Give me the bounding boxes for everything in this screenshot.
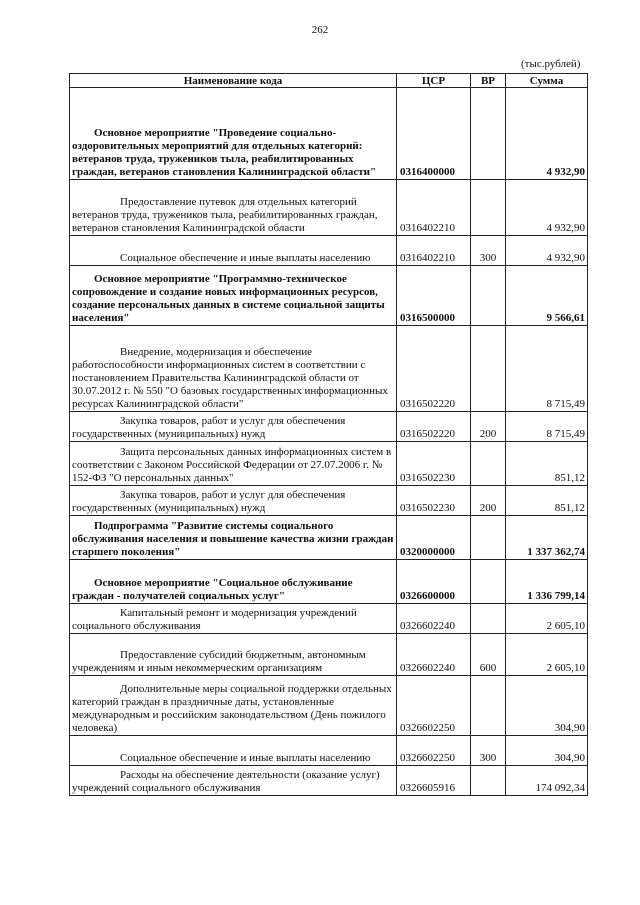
row-name: Предоставление путевок для отдельных категорий ветеранов труда, тружеников тыла, реабилитированных граждан, ветеранов становления Калининградской области xyxy=(70,180,397,236)
table-row xyxy=(70,560,588,604)
row-csr: 0316402210 xyxy=(397,236,471,266)
header-sum: Сумма xyxy=(506,74,588,88)
row-csr: 0316500000 xyxy=(397,266,471,326)
row-csr: 0316502230 xyxy=(397,486,471,516)
row-name: Социальное обеспечение и иные выплаты населению xyxy=(70,736,397,766)
row-csr: 0326605916 xyxy=(397,766,471,796)
table-row xyxy=(70,180,588,236)
row-vr: 200 xyxy=(471,412,506,442)
row-vr xyxy=(471,766,506,796)
header-csr: ЦСР xyxy=(397,74,471,88)
row-vr xyxy=(471,560,506,604)
row-sum: 9 566,61 xyxy=(506,266,588,326)
row-sum: 2 605,10 xyxy=(506,604,588,634)
row-name: Дополнительные меры социальной поддержки отдельных категорий граждан в праздничные даты, установленные международным и российским законодательством (День пожилого человека) xyxy=(70,676,397,736)
table-row xyxy=(70,736,588,766)
row-sum: 304,90 xyxy=(506,676,588,736)
table-row xyxy=(70,412,588,442)
row-sum: 4 932,90 xyxy=(506,180,588,236)
row-vr: 200 xyxy=(471,486,506,516)
row-csr: 0326602240 xyxy=(397,604,471,634)
table-row xyxy=(70,604,588,634)
row-name: Защита персональных данных информационных систем в соответствии с Законом Российской Федерации от 27.07.2006 г. № 152-ФЗ "О персональных данных" xyxy=(70,442,397,486)
row-name: Основное мероприятие "Проведение социально-оздоровительных мероприятий для отдельных категорий: ветеранов труда, тружеников тыла, реабилитированных граждан, ветеранов становления Калининградской области" xyxy=(70,88,397,180)
row-name: Основное мероприятие "Социальное обслуживание граждан - получателей социальных услуг" xyxy=(70,560,397,604)
row-sum: 851,12 xyxy=(506,442,588,486)
row-name: Предоставление субсидий бюджетным, автономным учреждениям и иным некоммерческим организациям xyxy=(70,634,397,676)
row-sum: 1 336 799,14 xyxy=(506,560,588,604)
row-csr: 0316502220 xyxy=(397,326,471,412)
row-vr xyxy=(471,326,506,412)
row-sum: 851,12 xyxy=(506,486,588,516)
row-name: Капитальный ремонт и модернизация учреждений социального обслуживания xyxy=(70,604,397,634)
table-row xyxy=(70,236,588,266)
row-csr: 0326602250 xyxy=(397,676,471,736)
table-row xyxy=(70,766,588,796)
row-sum: 8 715,49 xyxy=(506,326,588,412)
row-sum: 1 337 362,74 xyxy=(506,516,588,560)
row-name: Расходы на обеспечение деятельности (оказание услуг) учреждений социального обслуживания xyxy=(70,766,397,796)
table-row xyxy=(70,486,588,516)
row-name: Закупка товаров, работ и услуг для обеспечения государственных (муниципальных) нужд xyxy=(70,486,397,516)
table-row xyxy=(70,676,588,736)
row-sum: 8 715,49 xyxy=(506,412,588,442)
row-csr: 0326600000 xyxy=(397,560,471,604)
row-vr xyxy=(471,676,506,736)
row-csr: 0320000000 xyxy=(397,516,471,560)
row-sum: 2 605,10 xyxy=(506,634,588,676)
row-name: Внедрение, модернизация и обеспечение работоспособности информационных систем в соответствии с постановлением Правительства Калининградской области от 30.07.2012 г. № 550 "О базовых государственных информационных ресурсах Калининградской области" xyxy=(70,326,397,412)
row-name: Подпрограмма "Развитие системы социального обслуживания населения и повышение качества жизни граждан старшего поколения" xyxy=(70,516,397,560)
table-row xyxy=(70,442,588,486)
row-vr: 600 xyxy=(471,634,506,676)
row-vr: 300 xyxy=(471,236,506,266)
table-row xyxy=(70,634,588,676)
row-vr: 300 xyxy=(471,736,506,766)
row-vr xyxy=(471,88,506,180)
table-header-row xyxy=(70,74,588,88)
row-sum: 4 932,90 xyxy=(506,236,588,266)
row-vr xyxy=(471,180,506,236)
table-row xyxy=(70,516,588,560)
row-csr: 0316400000 xyxy=(397,88,471,180)
header-name: Наименование кода xyxy=(70,74,397,88)
page-number: 262 xyxy=(311,24,329,36)
row-name: Социальное обеспечение и иные выплаты населению xyxy=(70,236,397,266)
table-row xyxy=(70,326,588,412)
row-name: Закупка товаров, работ и услуг для обеспечения государственных (муниципальных) нужд xyxy=(70,412,397,442)
header-vr: ВР xyxy=(471,74,506,88)
row-vr xyxy=(471,516,506,560)
units-label: (тыс.рублей) xyxy=(521,58,581,70)
row-csr: 0326602240 xyxy=(397,634,471,676)
row-name: Основное мероприятие "Программно-техническое сопровождение и создание новых информационных ресурсов, создание персональных данных в системе социальной защиты населения" xyxy=(70,266,397,326)
row-csr: 0316502230 xyxy=(397,442,471,486)
row-vr xyxy=(471,604,506,634)
row-csr: 0316402210 xyxy=(397,180,471,236)
row-csr: 0316502220 xyxy=(397,412,471,442)
row-sum: 174 092,34 xyxy=(506,766,588,796)
row-vr xyxy=(471,266,506,326)
row-csr: 0326602250 xyxy=(397,736,471,766)
row-vr xyxy=(471,442,506,486)
row-sum: 4 932,90 xyxy=(506,88,588,180)
budget-table xyxy=(69,73,588,796)
table-row xyxy=(70,266,588,326)
table-row xyxy=(70,88,588,180)
row-sum: 304,90 xyxy=(506,736,588,766)
